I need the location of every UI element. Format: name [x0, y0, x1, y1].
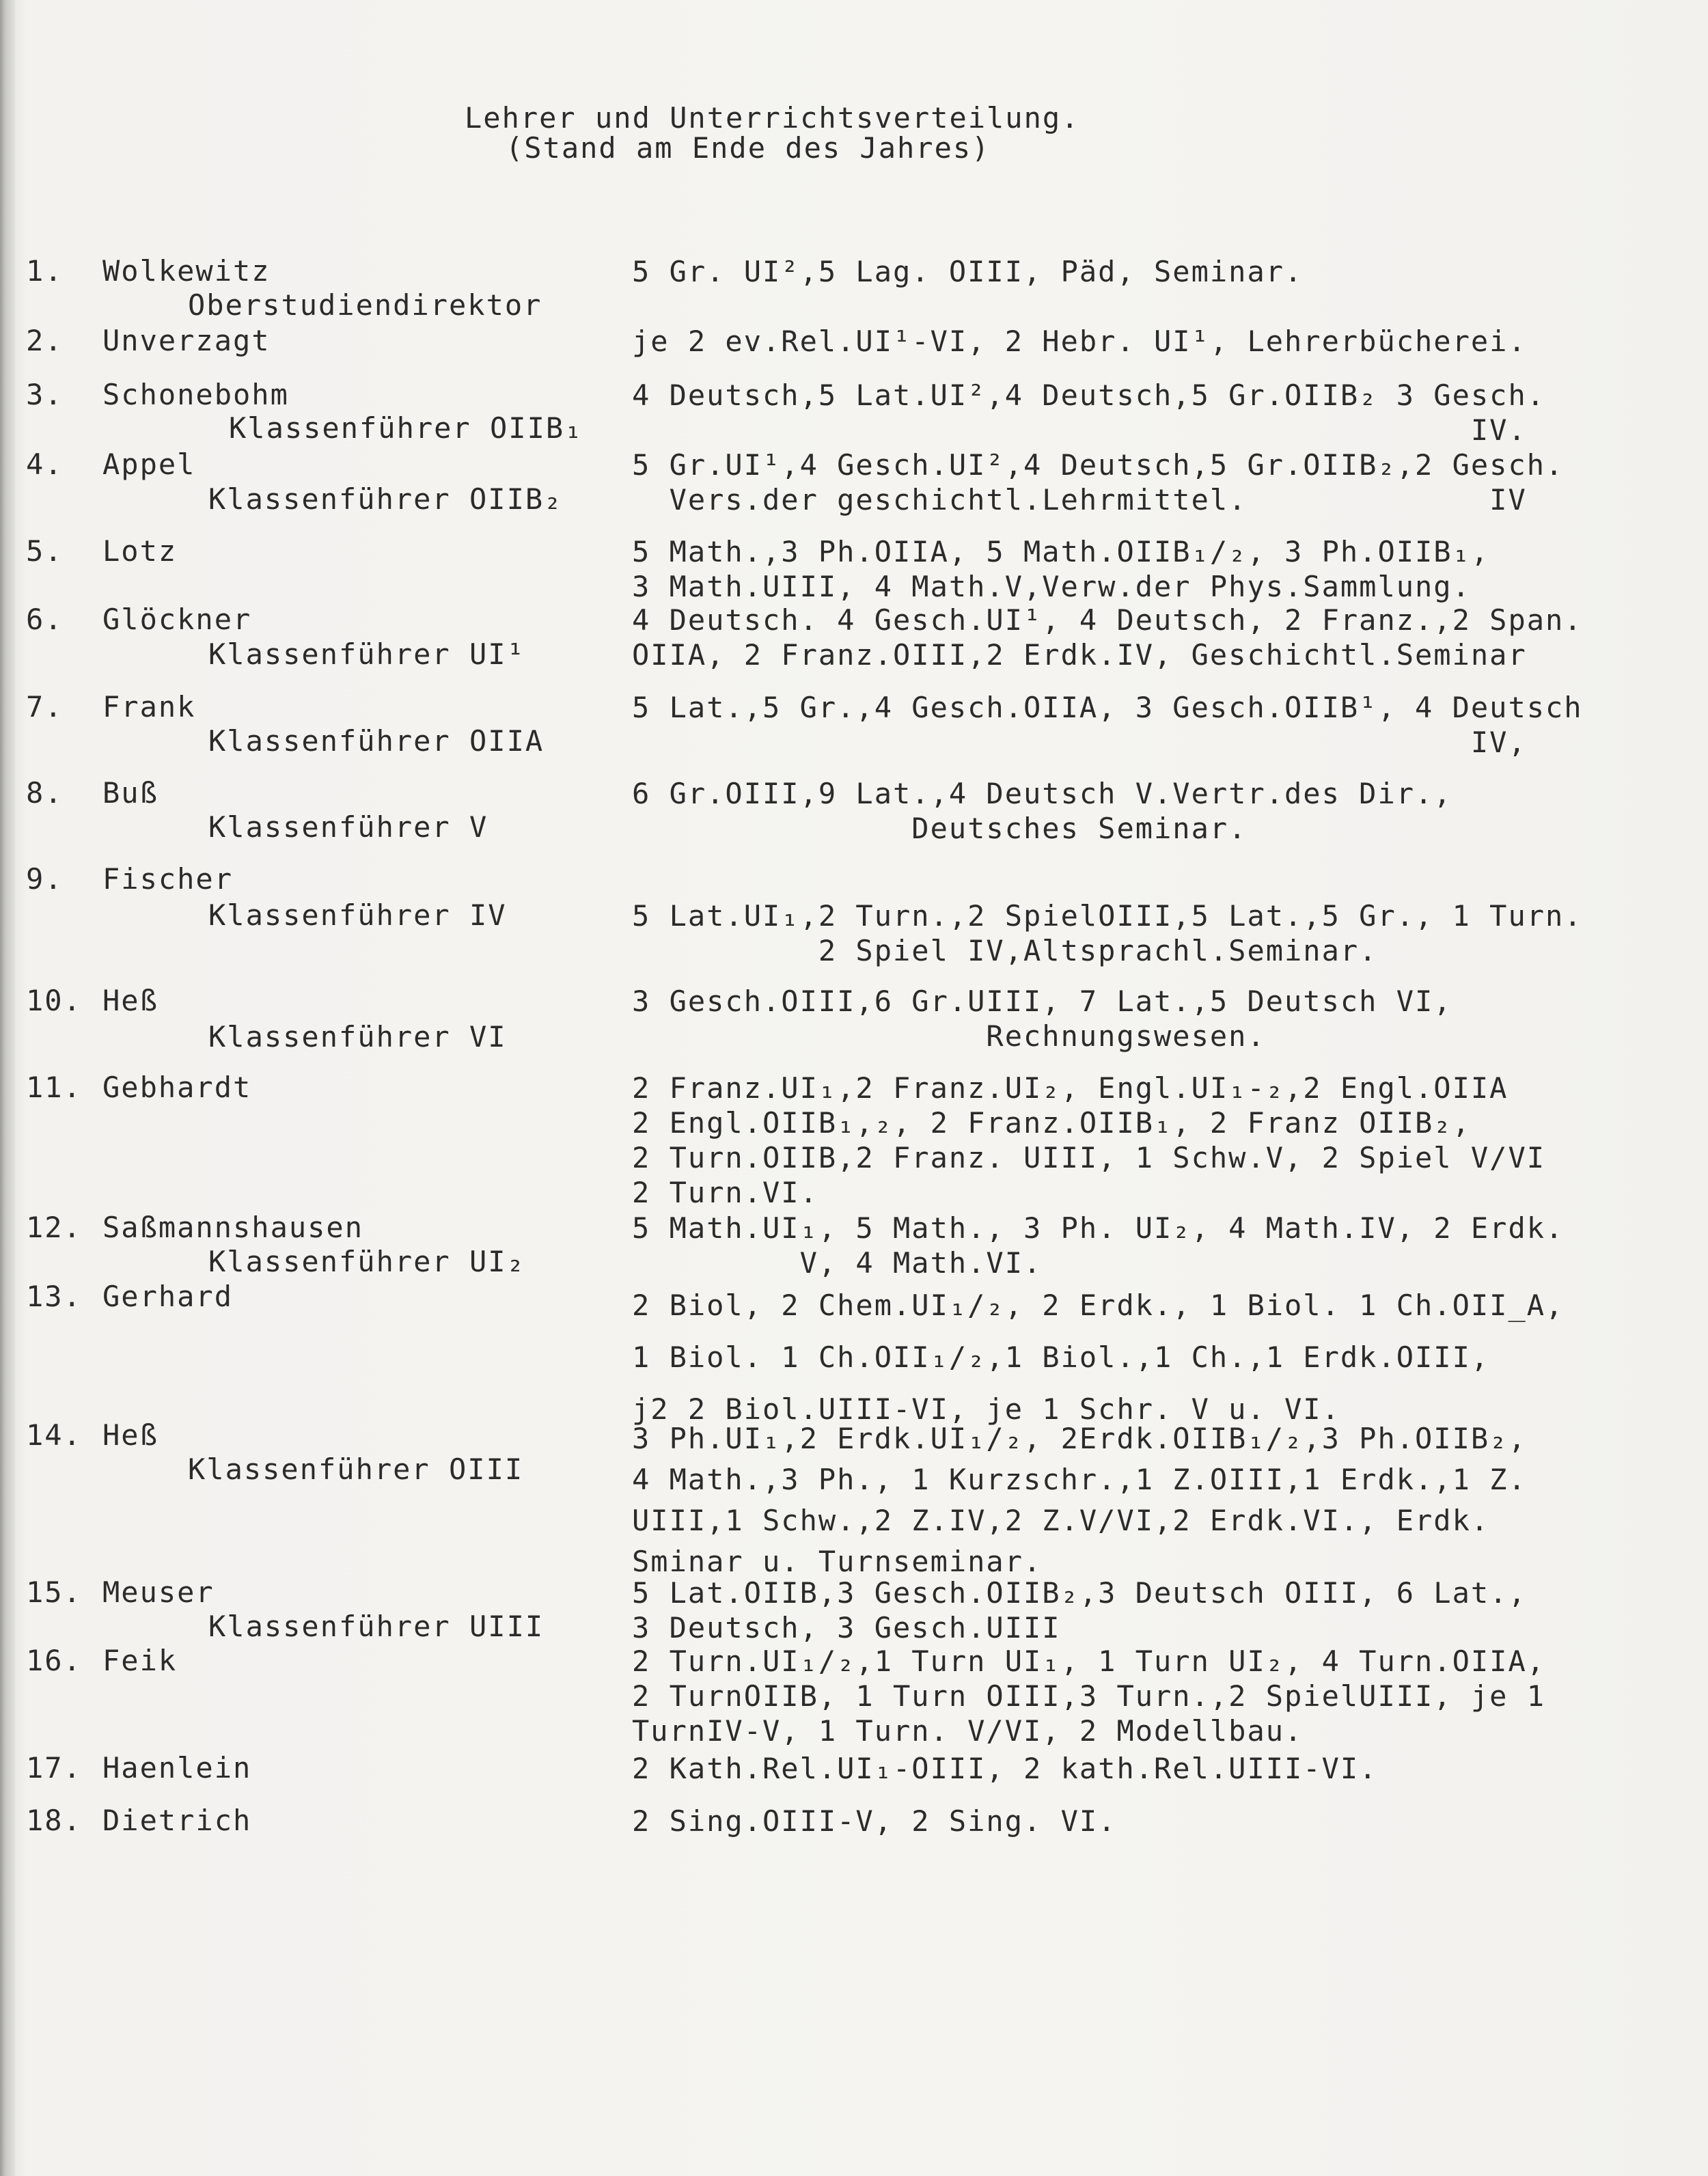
teaching-assignment	[632, 1280, 1564, 1435]
teacher-name: Feik	[102, 1644, 178, 1677]
teaching-assignment	[632, 1751, 1377, 1786]
teacher-number: 7.	[26, 690, 64, 724]
assignment-line: IV.	[632, 413, 1527, 447]
teaching-assignment	[632, 984, 1452, 1053]
teacher-name: Gebhardt	[102, 1071, 252, 1104]
teacher-number: 5.	[26, 534, 64, 568]
teacher-number: 15.	[26, 1575, 82, 1609]
teacher-number: 10.	[26, 984, 82, 1017]
teaching-assignment	[632, 1644, 1545, 1748]
teacher-name: Saßmannshausen	[102, 1211, 364, 1244]
assignment-line: 4 Math.,3 Ph., 1 Kurzschr.,1 Z.OIII,1 Erdk.,1 Z.	[632, 1463, 1527, 1496]
assignment-line: 1 Biol. 1 Ch.OII₁/₂,1 Biol.,1 Ch.,1 Erdk.OIII,	[632, 1340, 1490, 1374]
teacher-name: Gerhard	[102, 1280, 234, 1313]
teacher-number: 18.	[26, 1804, 82, 1837]
assignment-line: 6 Gr.OIII,9 Lat.,4 Deutsch V.Vertr.des Dir.,	[632, 777, 1452, 810]
teacher-name: Buß	[102, 776, 159, 810]
teacher-name: Dietrich	[102, 1804, 252, 1837]
teaching-assignment	[632, 898, 1583, 968]
assignment-line: 3 Deutsch, 3 Gesch.UIII	[632, 1611, 1061, 1644]
document-title: Lehrer und Unterrichtsverteilung.	[465, 101, 1080, 135]
teacher-name: Heß	[102, 984, 159, 1017]
teaching-assignment	[632, 690, 1583, 760]
assignment-line: 2 Turn.VI.	[632, 1176, 818, 1209]
teacher-name: Haenlein	[102, 1751, 252, 1785]
teaching-assignment	[632, 603, 1583, 672]
teaching-assignment	[632, 378, 1545, 447]
assignment-line: 2 Kath.Rel.UI₁-OIII, 2 kath.Rel.UIII-VI.	[632, 1752, 1378, 1785]
assignment-line: 2 Sing.OIII-V, 2 Sing. VI.	[632, 1804, 1117, 1838]
teaching-assignment	[632, 776, 1452, 846]
assignment-line: j2 2 Biol.UIII-VI, je 1 Schr. V u. VI.	[632, 1392, 1340, 1426]
teacher-role: Klassenführer IV	[208, 898, 507, 932]
teacher-number: 8.	[26, 776, 64, 810]
assignment-line: Vers.der geschichtl.Lehrmittel. IV	[632, 483, 1527, 517]
teacher-number: 2.	[26, 324, 64, 357]
teaching-assignment	[632, 1418, 1527, 1582]
teacher-name: Heß	[102, 1418, 159, 1452]
assignment-line: 3 Ph.UI₁,2 Erdk.UI₁/₂, 2Erdk.OIIB₁/₂,3 Ph.OIIB₂,	[632, 1422, 1527, 1455]
teacher-role: Klassenführer V	[208, 810, 488, 844]
assignment-line: V, 4 Math.VI.	[632, 1246, 1043, 1280]
teaching-assignment	[632, 1211, 1564, 1280]
assignment-line: UIII,1 Schw.,2 Z.IV,2 Z.V/VI,2 Erdk.VI., Erdk.	[632, 1504, 1490, 1537]
teacher-number: 4.	[26, 447, 64, 481]
teaching-assignment	[632, 1804, 1116, 1838]
teaching-assignment	[632, 447, 1564, 517]
teacher-number: 11.	[26, 1071, 82, 1104]
teacher-name: Fischer	[102, 862, 234, 896]
teaching-assignment	[632, 324, 1527, 359]
assignment-line: OIIA, 2 Franz.OIII,2 Erdk.IV, Geschichtl.Seminar	[632, 638, 1527, 672]
assignment-line: 2 Biol, 2 Chem.UI₁/₂, 2 Erdk., 1 Biol. 1 Ch.OII_A,	[632, 1289, 1565, 1322]
teacher-name: Schonebohm	[102, 378, 289, 411]
assignment-line: 5 Math.UI₁, 5 Math., 3 Ph. UI₂, 4 Math.IV, 2 Erdk.	[632, 1211, 1565, 1245]
teacher-number: 13.	[26, 1280, 82, 1313]
assignment-line: TurnIV-V, 1 Turn. V/VI, 2 Modellbau.	[632, 1714, 1304, 1748]
teacher-role: Klassenführer UI¹	[208, 637, 525, 671]
assignment-line: 2 Franz.UI₁,2 Franz.UI₂, Engl.UI₁-₂,2 Engl.OIIA	[632, 1071, 1509, 1105]
teacher-role: Klassenführer OIIB₂	[208, 482, 563, 516]
assignment-line: Deutsches Seminar.	[632, 812, 1248, 845]
teacher-name: Meuser	[102, 1575, 215, 1609]
assignment-line: 4 Deutsch. 4 Gesch.UI¹, 4 Deutsch, 2 Franz.,2 Span.	[632, 603, 1583, 637]
assignment-line: 3 Gesch.OIII,6 Gr.UIII, 7 Lat.,5 Deutsch VI,	[632, 984, 1452, 1018]
teacher-number: 1.	[26, 254, 64, 288]
teacher-number: 16.	[26, 1644, 82, 1677]
teacher-role: Klassenführer UI₂	[208, 1245, 525, 1278]
assignment-line: 4 Deutsch,5 Lat.UI²,4 Deutsch,5 Gr.OIIB₂ 3 Gesch.	[632, 378, 1546, 412]
assignment-line: je 2 ev.Rel.UI¹-VI, 2 Hebr. UI¹, Lehrerbücherei.	[632, 325, 1527, 358]
teaching-assignment	[632, 1071, 1545, 1210]
assignment-line: 5 Gr. UI²,5 Lag. OIII, Päd, Seminar.	[632, 255, 1304, 288]
teaching-assignment	[632, 254, 1303, 289]
teacher-number: 3.	[26, 378, 64, 411]
assignment-line: 2 TurnOIIB, 1 Turn OIII,3 Turn.,2 SpielUIII, je 1	[632, 1679, 1546, 1713]
teacher-role: Oberstudiendirektor	[188, 288, 542, 322]
assignment-line: 2 Engl.OIIB₁,₂, 2 Franz.OIIB₁, 2 Franz OIIB₂,	[632, 1106, 1471, 1140]
assignment-line: 5 Gr.UI¹,4 Gesch.UI²,4 Deutsch,5 Gr.OIIB₂,2 Gesch.	[632, 448, 1565, 482]
assignment-line: Sminar u. Turnseminar.	[632, 1545, 1043, 1578]
teacher-name: Wolkewitz	[102, 254, 271, 288]
assignment-line: Rechnungswesen.	[632, 1019, 1266, 1053]
teacher-number: 9.	[26, 862, 64, 896]
document-subtitle: (Stand am Ende des Jahres)	[506, 131, 991, 165]
teacher-name: Frank	[102, 690, 196, 724]
teacher-role: Klassenführer OIIA	[208, 724, 545, 758]
teacher-role: Klassenführer OIII	[188, 1452, 524, 1486]
book-binding-edge	[0, 0, 15, 2176]
assignment-line: 5 Lat.,5 Gr.,4 Gesch.OIIA, 3 Gesch.OIIB¹, 4 Deutsch	[632, 691, 1583, 724]
assignment-line: 2 Turn.UI₁/₂,1 Turn UI₁, 1 Turn UI₂, 4 Turn.OIIA,	[632, 1644, 1546, 1678]
assignment-line: 3 Math.UIII, 4 Math.V,Verw.der Phys.Sammlung.	[632, 570, 1471, 603]
teacher-name: Appel	[102, 447, 196, 481]
teaching-assignment	[632, 534, 1489, 604]
assignment-line: 5 Math.,3 Ph.OIIA, 5 Math.OIIB₁/₂, 3 Ph.OIIB₁,	[632, 535, 1490, 568]
teacher-number: 17.	[26, 1751, 82, 1785]
assignment-line: 5 Lat.OIIB,3 Gesch.OIIB₂,3 Deutsch OIII, 6 Lat.,	[632, 1576, 1527, 1610]
teacher-number: 6.	[26, 603, 64, 636]
teacher-role: Klassenführer OIIB₁	[229, 411, 583, 445]
teacher-number: 12.	[26, 1211, 82, 1244]
assignment-line: 2 Spiel IV,Altsprachl.Seminar.	[632, 934, 1378, 967]
teaching-assignment	[632, 1575, 1527, 1645]
teacher-role: Klassenführer VI	[208, 1020, 507, 1053]
assignment-line: 2 Turn.OIIB,2 Franz. UIII, 1 Schw.V, 2 Spiel V/VI	[632, 1141, 1546, 1174]
teacher-name: Glöckner	[102, 603, 252, 636]
assignment-line: IV,	[632, 726, 1527, 759]
teacher-role: Klassenführer UIII	[208, 1610, 545, 1643]
teacher-name: Unverzagt	[102, 324, 271, 357]
teacher-number: 14.	[26, 1418, 82, 1452]
teacher-name: Lotz	[102, 534, 178, 568]
assignment-line: 5 Lat.UI₁,2 Turn.,2 SpielOIII,5 Lat.,5 Gr., 1 Turn.	[632, 899, 1583, 933]
